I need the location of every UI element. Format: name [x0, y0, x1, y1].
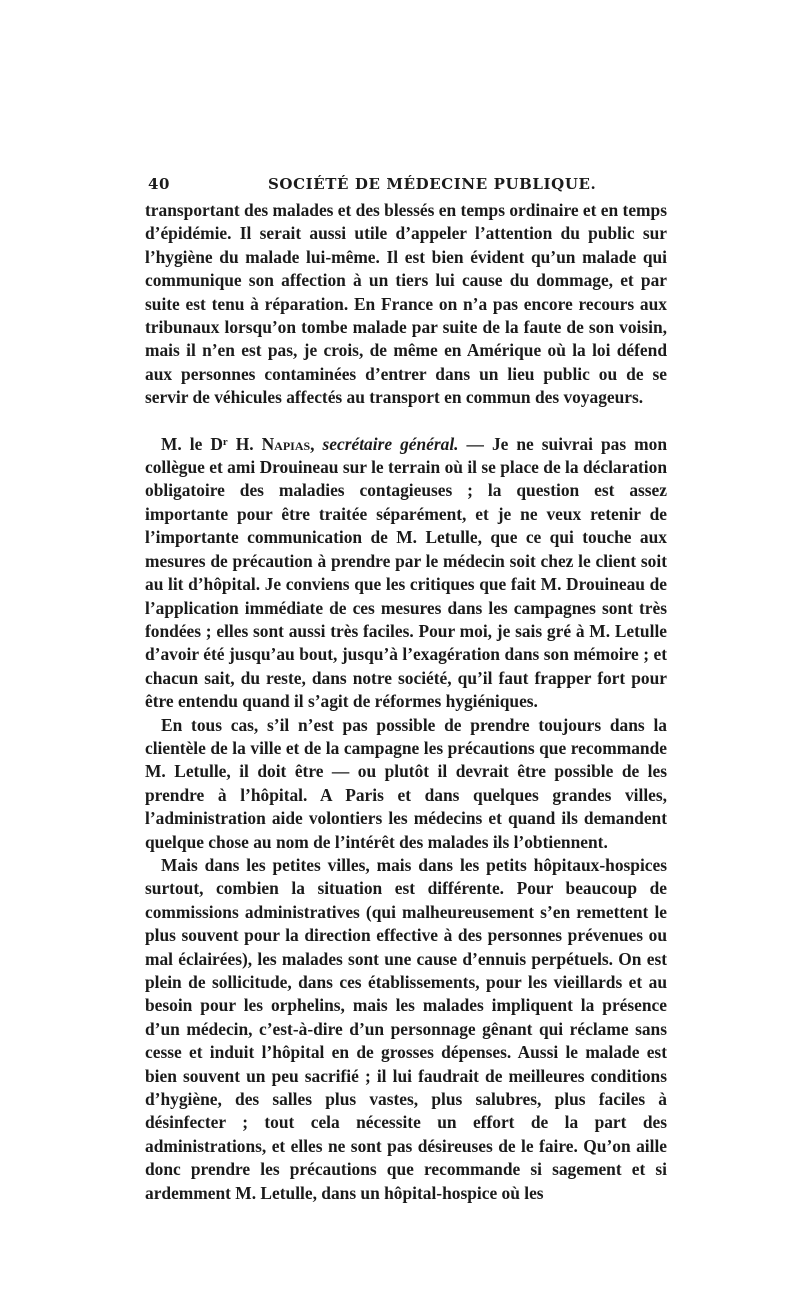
speaker-initial: H.	[227, 433, 262, 454]
speaker-prefix: M. le D	[161, 433, 223, 454]
running-head	[148, 172, 668, 196]
paragraph-4: Mais dans les petites villes, mais dans les petits hôpitaux-hospices surtout, combien la situation est différente. Pour beaucoup de commissions administratives (qui malheureusement s’en remettent le plus souvent pour la direction effective à des personnes prévenues ou mal éclairées), les malades sont une cause d’ennuis perpétuels. On est plein de sollicitude, dans ces établissements, pour les vieillards et au besoin pour les orphelins, mais les malades impliquent la présence d’un médecin, c’est-à-dire d’un personnage gênant qui réclame sans cesse et induit l’hôpital en de grosses dépenses. Aussi le malade est bien souvent un peu sacrifié ; il lui faudrait de meilleures conditions d’hygiène, des salles plus vastes, plus salubres, plus faciles à désinfecter ; tout cela nécessite un effort de la part des administrations, et elles ne sont pas désireuses de le faire. Qu’on aille donc prendre les précautions que recommande si sagement et si ardemment M. Letulle, dans un hôpital-hospice où les	[145, 854, 667, 1203]
speaker-name: Napias	[261, 433, 311, 454]
speaker-title: secrétaire général.	[322, 433, 459, 454]
paragraph-3: En tous cas, s’il n’est pas possible de prendre toujours dans la clientèle de la ville et de la campagne les précautions que recommande M. Letulle, il doit être — ou plutôt il devrait être possible de les prendre à l’hôpital. A Paris et dans quelques grandes villes, l’administration aide volontiers les médecins et quand ils demandent quelque chose au nom de l’intérêt des malades ils l’obtiennent.	[145, 714, 667, 852]
body-text	[145, 199, 667, 1205]
paragraph-1: transportant des malades et des blessés en temps ordinaire et en temps d’épidémie. Il serait aussi utile d’appeler l’attention du public sur l’hygiène du malade lui-même. Il est bien évident qu’un malade qui communique son affection à un tiers lui cause du dommage, et par suite est tenu à réparation. En France on n’a pas encore recours aux tribunaux lorsqu’on tombe malade par suite de la faute de son voisin, mais il n’en est pas, je crois, de même en Amérique où la loi défend aux personnes contaminées d’entrer dans un lieu public ou de se servir de véhicules affectés au transport en commun des voyageurs.	[145, 200, 667, 408]
speaker-separator: ,	[310, 433, 323, 454]
running-title: SOCIÉTÉ DE MÉDECINE PUBLIQUE.	[268, 175, 597, 193]
paragraph-2	[145, 433, 667, 714]
page-number: 40	[148, 175, 171, 193]
speaker-superscript: r	[222, 435, 228, 448]
paragraph-2-text: — Je ne suivrai pas mon collègue et ami Drouineau sur le terrain où il se place de la déclaration obligatoire des maladies contagieuses ; la question est assez importante pour être traitée séparément, et je ne veux retenir de l’importante communication de M. Letulle, que ce qui touche aux mesures de précaution à prendre par le médecin soit chez le client soit au lit d’hôpital. Je conviens que les critiques que fait M. Drouineau de l’application immédiate de ces mesures dans les campagnes sont très fondées ; elles sont aussi très faciles. Pour moi, je sais gré à M. Letulle d’avoir été jusqu’au bout, jusqu’à l’exagération dans son mémoire ; et chacun sait, du reste, dans notre société, qu’il faut frapper fort pour être entendu quand il s’agit de réformes hygiéniques.	[145, 433, 667, 712]
